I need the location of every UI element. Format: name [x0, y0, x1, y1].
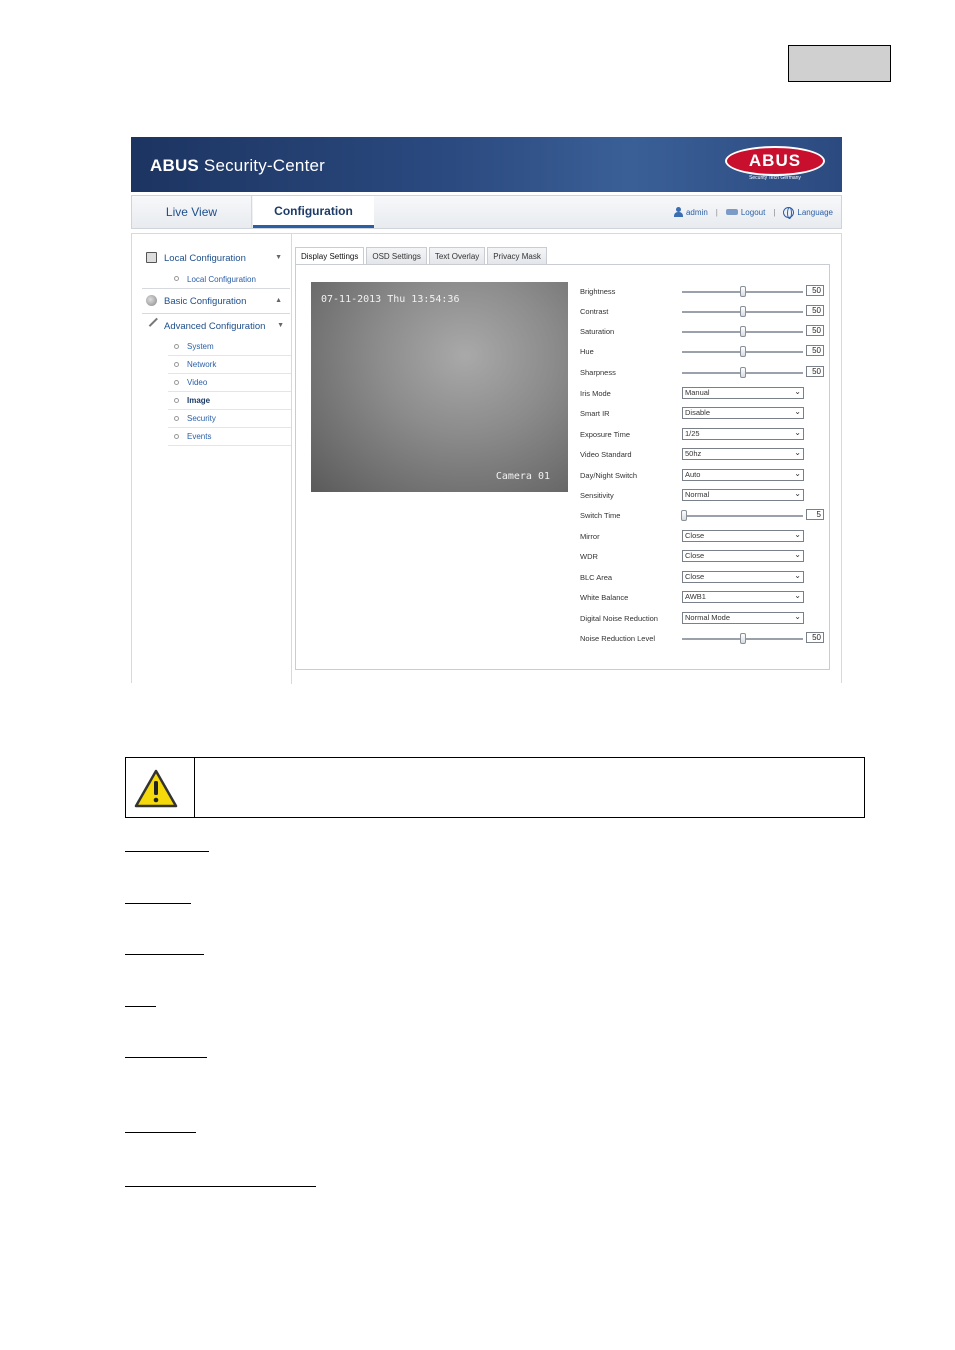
language-label: Language: [797, 207, 833, 217]
saturation-row: [580, 325, 830, 339]
monitor-icon: [146, 252, 157, 263]
contrast-label: Contrast: [580, 307, 609, 316]
mirror-row: [580, 530, 830, 544]
settings-tabs: [295, 247, 547, 265]
sidebar-item-local-configuration[interactable]: [168, 270, 291, 288]
exposure-time-row: [580, 428, 830, 442]
bullet-icon: [174, 416, 179, 421]
display-settings-panel: [295, 264, 830, 670]
exposure-time-select[interactable]: [682, 428, 804, 440]
content-frame: [131, 233, 842, 683]
tab-osd-settings[interactable]: OSD Settings: [366, 247, 426, 265]
warning-box: [125, 757, 865, 818]
settings-ball-icon: [146, 295, 157, 306]
select-value: Close: [685, 572, 705, 581]
user-icon: [674, 207, 683, 217]
app-title-brand: ABUS: [150, 156, 199, 175]
noise-reduction-level-slider[interactable]: [682, 638, 803, 640]
select-value: Disable: [685, 408, 711, 417]
smart-ir-label: Smart IR: [580, 409, 610, 418]
sidebar-item-system[interactable]: [168, 338, 291, 356]
doc-heading-underline: [125, 1186, 316, 1187]
nav-separator: |: [715, 207, 718, 217]
select-value: 1/25: [685, 429, 700, 438]
chevron-down-icon: ⌄: [794, 530, 801, 539]
sidebar-item-label: Video: [187, 378, 208, 387]
main-content: [291, 234, 843, 684]
chevron-down-icon: ⌄: [794, 387, 801, 396]
chevron-down-icon: ⌄: [794, 469, 801, 478]
sidebar-group-local-configuration[interactable]: [132, 246, 292, 270]
switch-time-value[interactable]: 5: [806, 509, 824, 520]
sharpness-label: Sharpness: [580, 368, 616, 377]
sharpness-row: [580, 366, 830, 380]
white-balance-row: [580, 591, 830, 605]
saturation-slider[interactable]: [682, 331, 803, 333]
chevron-down-icon: ⌄: [794, 550, 801, 559]
doc-heading-underline: [125, 1132, 196, 1133]
noise-reduction-level-row: [580, 632, 830, 646]
abus-logo-text: ABUS: [748, 151, 802, 170]
sidebar-group-label: Local Configuration: [164, 252, 246, 264]
white-balance-label: White Balance: [580, 593, 629, 602]
iris-mode-select[interactable]: [682, 387, 804, 399]
digital-noise-reduction-select[interactable]: [682, 612, 804, 624]
sidebar-group-label: Basic Configuration: [164, 295, 247, 307]
user-name: admin: [685, 207, 708, 217]
language-link[interactable]: [783, 207, 833, 218]
select-value: Auto: [685, 470, 701, 479]
noise-reduction-level-label: Noise Reduction Level: [580, 634, 656, 643]
bullet-icon: [174, 362, 179, 367]
smart-ir-select[interactable]: [682, 407, 804, 419]
switch-time-label: Switch Time: [580, 511, 621, 520]
slider-thumb[interactable]: [740, 346, 746, 357]
page-corner-box: [788, 45, 891, 82]
bullet-icon: [174, 344, 179, 349]
sidebar: [132, 246, 292, 446]
tab-live-view[interactable]: Live View: [132, 196, 252, 228]
day-night-switch-select[interactable]: [682, 469, 804, 481]
wdr-row: [580, 550, 830, 564]
smart-ir-row: [580, 407, 830, 421]
live-preview: [311, 282, 568, 492]
tab-text-overlay[interactable]: Text Overlay: [429, 247, 485, 265]
nav-user-area: [674, 196, 833, 228]
user-link[interactable]: [674, 207, 708, 217]
brightness-value[interactable]: 50: [806, 285, 824, 296]
app-title-rest: Security-Center: [198, 156, 326, 175]
tab-display-settings[interactable]: Display Settings: [295, 247, 364, 265]
select-value: Normal: [685, 490, 710, 499]
day-night-switch-label: Day/Night Switch: [580, 471, 638, 480]
chevron-down-icon: ⌄: [794, 407, 801, 416]
bullet-icon: [174, 398, 179, 403]
chevron-down-icon: ▼: [275, 254, 282, 261]
slider-thumb[interactable]: [740, 367, 746, 378]
security-center-app: [131, 137, 842, 683]
logout-link[interactable]: [726, 208, 765, 217]
warning-icon: [134, 769, 178, 809]
select-value: Close: [685, 531, 705, 540]
noise-reduction-level-value[interactable]: 50: [806, 632, 824, 643]
sensitivity-select[interactable]: [682, 489, 804, 501]
slider-thumb[interactable]: [740, 326, 746, 337]
day-night-switch-row: [580, 469, 830, 483]
chevron-down-icon: ⌄: [794, 489, 801, 498]
tab-configuration[interactable]: Configuration: [253, 196, 374, 228]
sensitivity-row: [580, 489, 830, 503]
video-standard-label: Video Standard: [580, 450, 632, 459]
iris-mode-label: Iris Mode: [580, 389, 611, 398]
app-title: [150, 156, 325, 176]
sidebar-item-label: Network: [187, 360, 217, 369]
tab-privacy-mask[interactable]: Privacy Mask: [487, 247, 547, 265]
iris-mode-row: [580, 387, 830, 401]
sidebar-item-label: System: [187, 342, 214, 351]
video-standard-row: [580, 448, 830, 462]
sidebar-item-label: Events: [187, 432, 212, 441]
doc-heading-underline: [125, 954, 204, 955]
select-value: 50hz: [685, 449, 702, 458]
hue-slider[interactable]: [682, 351, 803, 353]
mirror-select[interactable]: [682, 530, 804, 542]
blc-area-select[interactable]: [682, 571, 804, 583]
select-value: Close: [685, 551, 705, 560]
doc-heading-underline: [125, 851, 209, 852]
abus-logo: [725, 146, 825, 176]
sensitivity-label: Sensitivity: [580, 491, 614, 500]
chevron-up-icon: ▲: [275, 297, 282, 304]
doc-heading-underline: [125, 1006, 156, 1007]
sidebar-item-video[interactable]: [168, 374, 291, 392]
mirror-label: Mirror: [580, 532, 600, 541]
wrench-icon: [149, 318, 165, 334]
chevron-down-icon: ⌄: [794, 591, 801, 600]
sidebar-group-label: Advanced Configuration: [164, 320, 266, 332]
sidebar-item-label: Image: [187, 396, 211, 405]
app-banner: [131, 137, 842, 192]
bullet-icon: [174, 434, 179, 439]
sharpness-value[interactable]: 50: [806, 366, 824, 377]
digital-noise-reduction-label: Digital Noise Reduction: [580, 614, 658, 623]
logout-icon: [726, 209, 738, 215]
brightness-label: Brightness: [580, 287, 616, 296]
hue-row: [580, 345, 830, 359]
brightness-row: [580, 285, 830, 299]
slider-thumb[interactable]: [681, 510, 687, 521]
slider-thumb[interactable]: [740, 286, 746, 297]
switch-time-slider[interactable]: [682, 515, 803, 517]
hue-value[interactable]: 50: [806, 345, 824, 356]
chevron-down-icon: ⌄: [794, 428, 801, 437]
sidebar-group-basic-configuration[interactable]: [132, 289, 292, 313]
sidebar-item-security[interactable]: [168, 410, 291, 428]
blc-area-label: BLC Area: [580, 573, 613, 582]
select-value: AWB1: [685, 592, 706, 601]
sidebar-item-network[interactable]: [168, 356, 291, 374]
select-value: Manual: [685, 388, 710, 397]
chevron-down-icon: ▼: [277, 322, 284, 329]
sidebar-item-label: Security: [187, 414, 216, 423]
wdr-select[interactable]: [682, 550, 804, 562]
switch-time-row: [580, 509, 830, 523]
sidebar-group-advanced-configuration[interactable]: [132, 314, 292, 338]
white-balance-select[interactable]: [682, 591, 804, 603]
contrast-row: [580, 305, 830, 319]
abus-logo-subtitle: Security Tech Germany: [749, 175, 801, 181]
chevron-down-icon: ⌄: [794, 448, 801, 457]
hue-label: Hue: [580, 347, 594, 356]
video-standard-select[interactable]: [682, 448, 804, 460]
logout-label: Logout: [740, 207, 766, 217]
saturation-label: Saturation: [580, 327, 615, 336]
warning-icon-cell: [126, 758, 195, 817]
preview-timestamp: 07-11-2013 Thu 13:54:36: [321, 294, 460, 305]
preview-camera-name: Camera 01: [495, 471, 550, 482]
contrast-slider[interactable]: [682, 311, 803, 313]
doc-heading-underline: [125, 1057, 207, 1058]
top-navigation: [131, 195, 842, 229]
select-value: Normal Mode: [685, 613, 731, 622]
globe-icon: [783, 207, 794, 218]
sidebar-item-image[interactable]: [168, 392, 291, 410]
sharpness-slider[interactable]: [682, 372, 803, 374]
chevron-down-icon: ⌄: [794, 612, 801, 621]
contrast-value[interactable]: 50: [806, 305, 824, 316]
saturation-value[interactable]: 50: [806, 325, 824, 336]
slider-thumb[interactable]: [740, 633, 746, 644]
wdr-label: WDR: [580, 552, 598, 561]
blc-area-row: [580, 571, 830, 585]
sidebar-item-label: Local Configuration: [187, 274, 256, 284]
digital-noise-reduction-row: [580, 612, 830, 626]
nav-separator: |: [773, 207, 776, 217]
brightness-slider[interactable]: [682, 291, 803, 293]
chevron-down-icon: ⌄: [794, 571, 801, 580]
bullet-icon: [174, 380, 179, 385]
sidebar-item-events[interactable]: [168, 428, 291, 446]
slider-thumb[interactable]: [740, 306, 746, 317]
bullet-icon: [174, 276, 179, 281]
doc-heading-underline: [125, 903, 191, 904]
exposure-time-label: Exposure Time: [580, 430, 631, 439]
